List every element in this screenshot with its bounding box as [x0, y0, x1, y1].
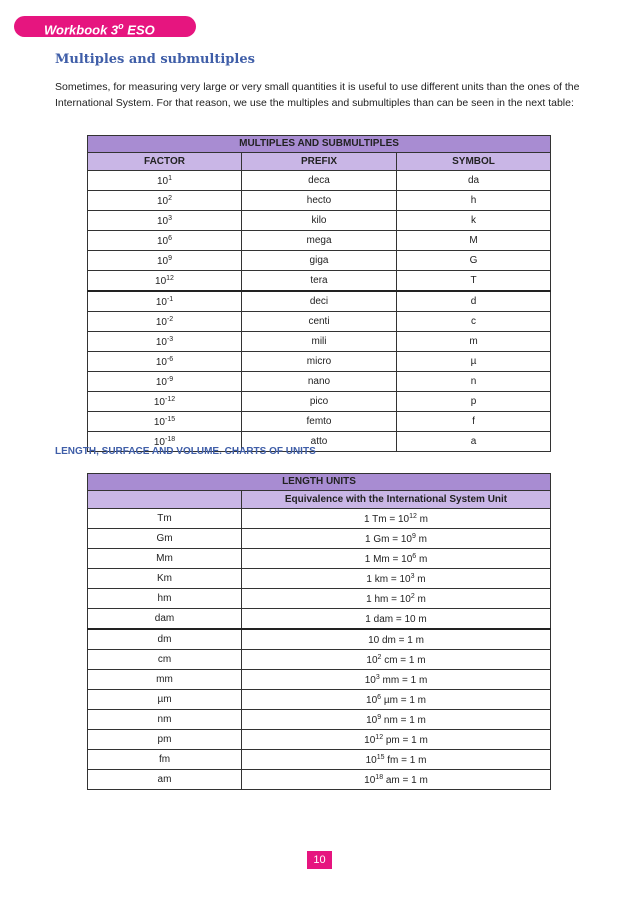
symbol-cell: f — [397, 412, 551, 432]
badge-superscript: o — [118, 21, 124, 31]
factor-cell — [88, 312, 242, 332]
equivalence-post: fm = 1 m — [384, 755, 427, 766]
table-row — [88, 770, 551, 790]
table-row — [88, 251, 551, 271]
equivalence-cell — [242, 569, 551, 589]
equivalence-cell — [242, 509, 551, 529]
prefix-cell: hecto — [242, 191, 397, 211]
equivalence-exponent: 2 — [410, 593, 415, 600]
unit-cell: µm — [88, 690, 242, 710]
column-header-equivalence: Equivalence with the International System Unit — [242, 491, 551, 509]
prefix-cell: micro — [242, 352, 397, 372]
prefix-cell: kilo — [242, 211, 397, 231]
factor-exponent: -18 — [165, 436, 176, 443]
unit-cell: mm — [88, 670, 242, 690]
table-row — [88, 569, 551, 589]
equivalence-cell — [242, 650, 551, 670]
prefix-cell: femto — [242, 412, 397, 432]
symbol-cell: a — [397, 432, 551, 452]
factor-exponent: 12 — [166, 275, 174, 282]
length-table-title: LENGTH UNITS — [88, 474, 551, 491]
unit-cell: Km — [88, 569, 242, 589]
prefix-cell: tera — [242, 271, 397, 292]
factor-exponent: -1 — [166, 296, 174, 303]
unit-cell: nm — [88, 710, 242, 730]
symbol-cell: m — [397, 332, 551, 352]
factor-base: 10 — [155, 357, 167, 368]
table-row — [88, 352, 551, 372]
prefix-cell: mili — [242, 332, 397, 352]
symbol-cell: k — [397, 211, 551, 231]
equivalence-pre: 10 — [366, 715, 378, 726]
equivalence-cell — [242, 730, 551, 750]
equivalence-exponent: 3 — [410, 573, 415, 580]
factor-cell — [88, 251, 242, 271]
unit-cell: Tm — [88, 509, 242, 529]
equivalence-exponent: 18 — [375, 774, 384, 781]
factor-cell — [88, 392, 242, 412]
factor-base: 10 — [156, 256, 169, 267]
intro-paragraph: Sometimes, for measuring very large or very small quantities it is useful to use different units than the ones of the International System. For that reason, we use the multiples and submultiples than can be seen in the next table: — [55, 81, 580, 109]
factor-base: 10 — [155, 276, 167, 287]
equivalence-cell — [242, 750, 551, 770]
unit-cell: hm — [88, 589, 242, 609]
equivalence-exponent: 12 — [375, 734, 384, 741]
equivalence-post: m — [414, 574, 426, 585]
equivalence-pre: 1 Tm = 10 — [363, 514, 410, 525]
equivalence-post: µm = 1 m — [381, 695, 426, 706]
table-row — [88, 730, 551, 750]
unit-cell: am — [88, 770, 242, 790]
equivalence-cell — [242, 770, 551, 790]
table-row — [88, 171, 551, 191]
equivalence-exponent: 3 — [375, 674, 380, 681]
equivalence-post: m — [415, 534, 427, 545]
equivalence-pre: 10 — [364, 735, 376, 746]
equivalence-cell — [242, 690, 551, 710]
column-header-symbol: SYMBOL — [397, 153, 551, 171]
table-row — [88, 650, 551, 670]
badge-suffix: ESO — [123, 22, 155, 38]
prefix-cell: deci — [242, 291, 397, 312]
table-row — [88, 629, 551, 650]
factor-base: 10 — [153, 417, 165, 428]
factor-exponent: -15 — [165, 416, 176, 423]
factor-base: 10 — [155, 337, 167, 348]
column-header-unit — [88, 491, 242, 509]
unit-cell: fm — [88, 750, 242, 770]
unit-cell: dam — [88, 609, 242, 630]
factor-exponent: -6 — [166, 356, 174, 363]
table-row — [88, 412, 551, 432]
column-header-prefix: PREFIX — [242, 153, 397, 171]
factor-cell — [88, 171, 242, 191]
equivalence-post: pm = 1 m — [383, 735, 428, 746]
factor-base: 10 — [156, 236, 169, 247]
unit-cell: Gm — [88, 529, 242, 549]
unit-cell: pm — [88, 730, 242, 750]
symbol-cell: T — [397, 271, 551, 292]
factor-base: 10 — [155, 317, 167, 328]
equivalence-pre: 10 dm = 1 m — [368, 635, 424, 646]
equivalence-exponent: 15 — [376, 754, 385, 761]
equivalence-pre: 1 km = 10 — [366, 574, 411, 585]
symbol-cell: M — [397, 231, 551, 251]
symbol-cell: d — [397, 291, 551, 312]
length-units-table — [87, 473, 551, 790]
unit-cell: cm — [88, 650, 242, 670]
equivalence-exponent: 9 — [377, 714, 382, 721]
equivalence-exponent: 2 — [377, 654, 382, 661]
equivalence-pre: 1 hm = 10 — [366, 594, 411, 605]
table-row — [88, 670, 551, 690]
table-row — [88, 750, 551, 770]
equivalence-post: m — [414, 594, 426, 605]
factor-exponent: -2 — [166, 316, 174, 323]
factor-cell — [88, 332, 242, 352]
factor-base: 10 — [156, 196, 169, 207]
equivalence-pre: 10 — [366, 695, 378, 706]
prefix-cell: centi — [242, 312, 397, 332]
equivalence-exponent: 6 — [412, 553, 417, 560]
equivalence-exponent: 9 — [411, 533, 416, 540]
unit-cell: dm — [88, 629, 242, 650]
table-row — [88, 509, 551, 529]
prefix-cell: atto — [242, 432, 397, 452]
equivalence-pre: 10 — [364, 675, 376, 686]
factor-exponent: 1 — [168, 175, 173, 182]
equivalence-post: cm = 1 m — [381, 655, 426, 666]
table-row — [88, 609, 551, 630]
factor-cell — [88, 211, 242, 231]
equivalence-pre: 1 dam = 10 m — [365, 614, 427, 625]
equivalence-post: m — [416, 554, 428, 565]
table-row — [88, 291, 551, 312]
equivalence-cell — [242, 589, 551, 609]
factor-exponent: 9 — [168, 255, 173, 262]
table-row — [88, 312, 551, 332]
symbol-cell: c — [397, 312, 551, 332]
unit-cell: Mm — [88, 549, 242, 569]
equivalence-pre: 10 — [364, 775, 376, 786]
prefix-cell: pico — [242, 392, 397, 412]
factor-exponent: -3 — [166, 336, 174, 343]
equivalence-cell — [242, 710, 551, 730]
page-number: 10 — [307, 851, 332, 869]
equivalence-pre: 10 — [365, 755, 377, 766]
symbol-cell: G — [397, 251, 551, 271]
factor-cell — [88, 231, 242, 251]
equivalence-pre: 1 Mm = 10 — [364, 554, 413, 565]
equivalence-post: mm = 1 m — [379, 675, 428, 686]
prefix-cell: deca — [242, 171, 397, 191]
prefix-cell: mega — [242, 231, 397, 251]
length-section-heading: LENGTH, SURFACE AND VOLUME. CHARTS OF UNITS — [55, 446, 316, 457]
badge-text: Workbook 3 — [44, 22, 119, 38]
equivalence-exponent: 6 — [377, 694, 382, 701]
table-row — [88, 372, 551, 392]
factor-exponent: 6 — [168, 235, 173, 242]
multiples-table-title: MULTIPLES AND SUBMULTIPLES — [88, 136, 551, 153]
symbol-cell: p — [397, 392, 551, 412]
factor-base: 10 — [153, 397, 165, 408]
table-row — [88, 589, 551, 609]
factor-cell — [88, 291, 242, 312]
factor-base: 10 — [155, 377, 167, 388]
equivalence-post: nm = 1 m — [381, 715, 426, 726]
equivalence-cell — [242, 629, 551, 650]
table-row — [88, 529, 551, 549]
equivalence-pre: 10 — [366, 655, 378, 666]
factor-cell — [88, 191, 242, 211]
symbol-cell: n — [397, 372, 551, 392]
prefix-cell: nano — [242, 372, 397, 392]
equivalence-pre: 1 Gm = 10 — [365, 534, 412, 545]
table-row — [88, 211, 551, 231]
factor-exponent: 2 — [168, 195, 173, 202]
equivalence-cell — [242, 529, 551, 549]
factor-exponent: -12 — [165, 396, 176, 403]
factor-base: 10 — [153, 437, 165, 448]
table-row — [88, 392, 551, 412]
factor-exponent: 3 — [168, 215, 173, 222]
symbol-cell: µ — [397, 352, 551, 372]
equivalence-cell — [242, 609, 551, 630]
symbol-cell: h — [397, 191, 551, 211]
multiples-table — [87, 135, 551, 452]
table-row — [88, 231, 551, 251]
workbook-badge — [14, 16, 196, 37]
table-row — [88, 191, 551, 211]
equivalence-cell — [242, 549, 551, 569]
factor-exponent: -9 — [166, 376, 174, 383]
factor-cell — [88, 412, 242, 432]
section-title: Multiples and submultiples — [55, 52, 255, 67]
equivalence-cell — [242, 670, 551, 690]
factor-cell — [88, 271, 242, 292]
equivalence-post: am = 1 m — [383, 775, 428, 786]
factor-base: 10 — [156, 176, 169, 187]
table-row — [88, 690, 551, 710]
factor-cell — [88, 352, 242, 372]
prefix-cell: giga — [242, 251, 397, 271]
factor-cell — [88, 372, 242, 392]
table-row — [88, 332, 551, 352]
factor-base: 10 — [156, 216, 169, 227]
table-row — [88, 710, 551, 730]
column-header-factor: FACTOR — [88, 153, 242, 171]
table-row — [88, 271, 551, 292]
symbol-cell: da — [397, 171, 551, 191]
equivalence-exponent: 12 — [409, 513, 417, 520]
equivalence-post: m — [416, 514, 429, 525]
factor-base: 10 — [155, 297, 167, 308]
table-row — [88, 549, 551, 569]
